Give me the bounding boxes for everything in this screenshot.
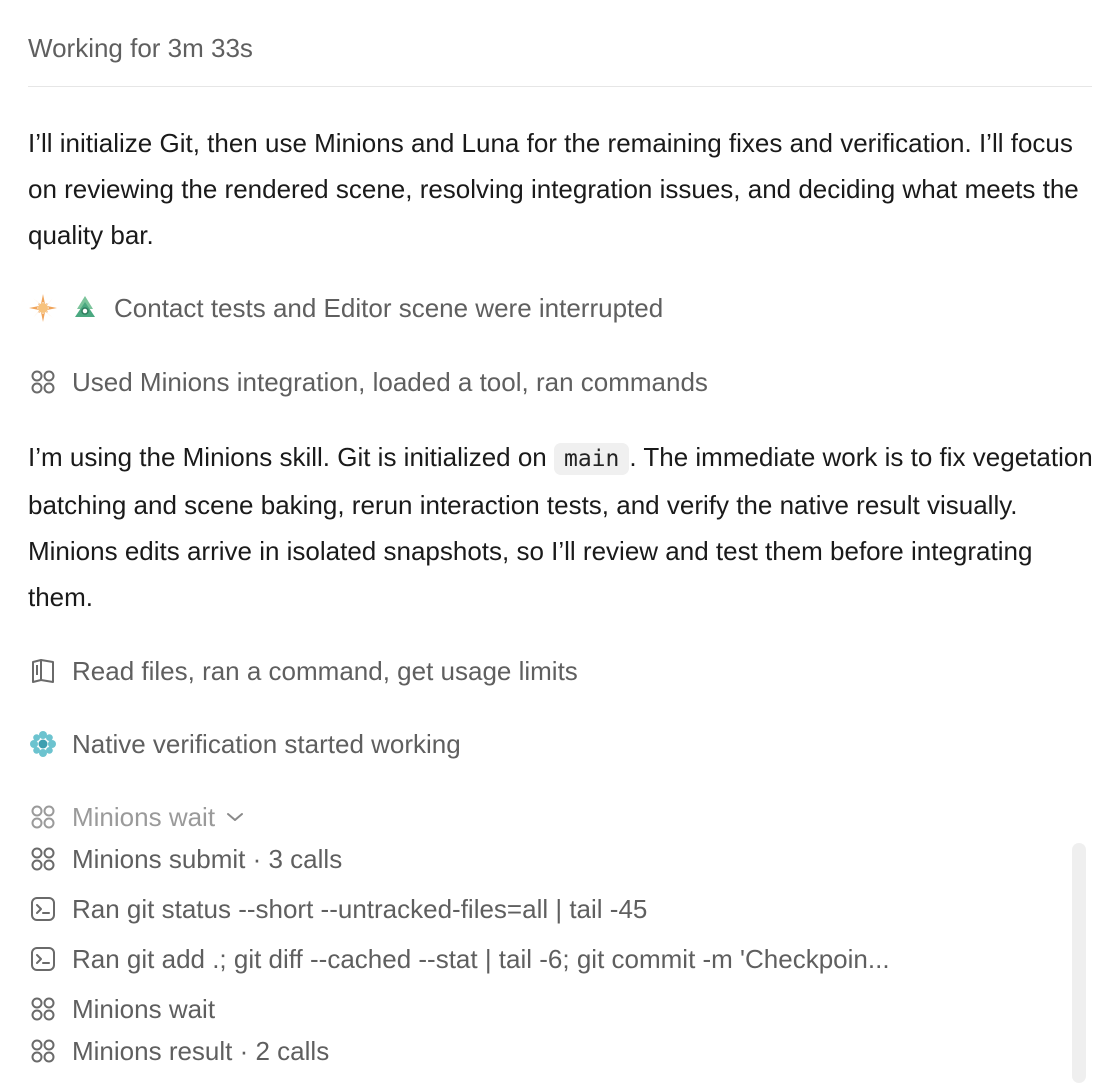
update-text-after: . The immediate work is to fix vegetation batching and scene baking, rerun interaction tests, and verify the native result visually. Minions edits arrive in isolated snapshots, so I’ll review and test them before integrating them.: [28, 442, 1093, 612]
snowflake-icon: [28, 729, 58, 759]
terminal-icon: [28, 944, 58, 974]
update-text: [28, 434, 1094, 620]
tool-call-git-status[interactable]: [28, 889, 647, 929]
inline-code-branch: main: [554, 443, 629, 475]
tool-call-minions-wait-expandable[interactable]: [28, 797, 245, 837]
tool-call-label: Ran git add .; git diff --cached --stat | tail -6; git commit -m 'Checkpoin...: [72, 943, 890, 974]
tool-call-label: Minions result · 2 calls: [72, 1035, 330, 1066]
tool-call-minions-wait[interactable]: [28, 989, 215, 1029]
working-status: Working for 3m 33s: [28, 33, 253, 63]
tool-call-minions-result[interactable]: [28, 1031, 329, 1071]
intro-text: I’ll initialize Git, then use Minions and Luna for the remaining fixes and verification. I’ll focus on reviewing the rendered scene, resolving integration issues, and deciding what meets the quality bar.: [28, 128, 1079, 250]
command-key-icon: [28, 367, 58, 397]
tree-spark-icon: [70, 293, 100, 323]
activity-item-native-verification[interactable]: [28, 724, 461, 764]
terminal-icon: [28, 894, 58, 924]
tool-call-label: Minions wait: [72, 801, 216, 832]
tool-call-label: Minions submit · 3 calls: [72, 843, 343, 874]
command-key-icon: [28, 1036, 58, 1066]
open-book-icon: [28, 656, 58, 686]
command-key-icon: [28, 802, 58, 832]
update-text-before: I’m using the Minions skill. Git is initialized on: [28, 442, 554, 472]
tool-call-minions-submit[interactable]: [28, 839, 342, 879]
assistant-message-update: [28, 434, 1094, 620]
sun-burst-icon: [28, 293, 58, 323]
command-key-icon: [28, 844, 58, 874]
activity-label: Read files, ran a command, get usage limits: [72, 655, 578, 686]
activity-item-read-files[interactable]: [28, 651, 578, 691]
command-key-icon: [28, 994, 58, 1024]
tool-call-label: Ran git status --short --untracked-files=all | tail -45: [72, 893, 648, 924]
tool-call-label: Minions wait: [72, 993, 216, 1024]
activity-item-interrupted[interactable]: [28, 288, 663, 328]
scrollbar-thumb[interactable]: [1072, 843, 1086, 1083]
activity-label: Native verification started working: [72, 728, 461, 759]
header-divider: [28, 86, 1092, 87]
activity-label: Contact tests and Editor scene were interrupted: [114, 292, 664, 323]
assistant-message-intro: [28, 120, 1094, 258]
tool-call-git-commit[interactable]: [28, 939, 890, 979]
activity-label: Used Minions integration, loaded a tool, ran commands: [72, 366, 708, 397]
chevron-down-icon[interactable]: [225, 810, 245, 824]
activity-item-minions-integration[interactable]: [28, 362, 708, 402]
